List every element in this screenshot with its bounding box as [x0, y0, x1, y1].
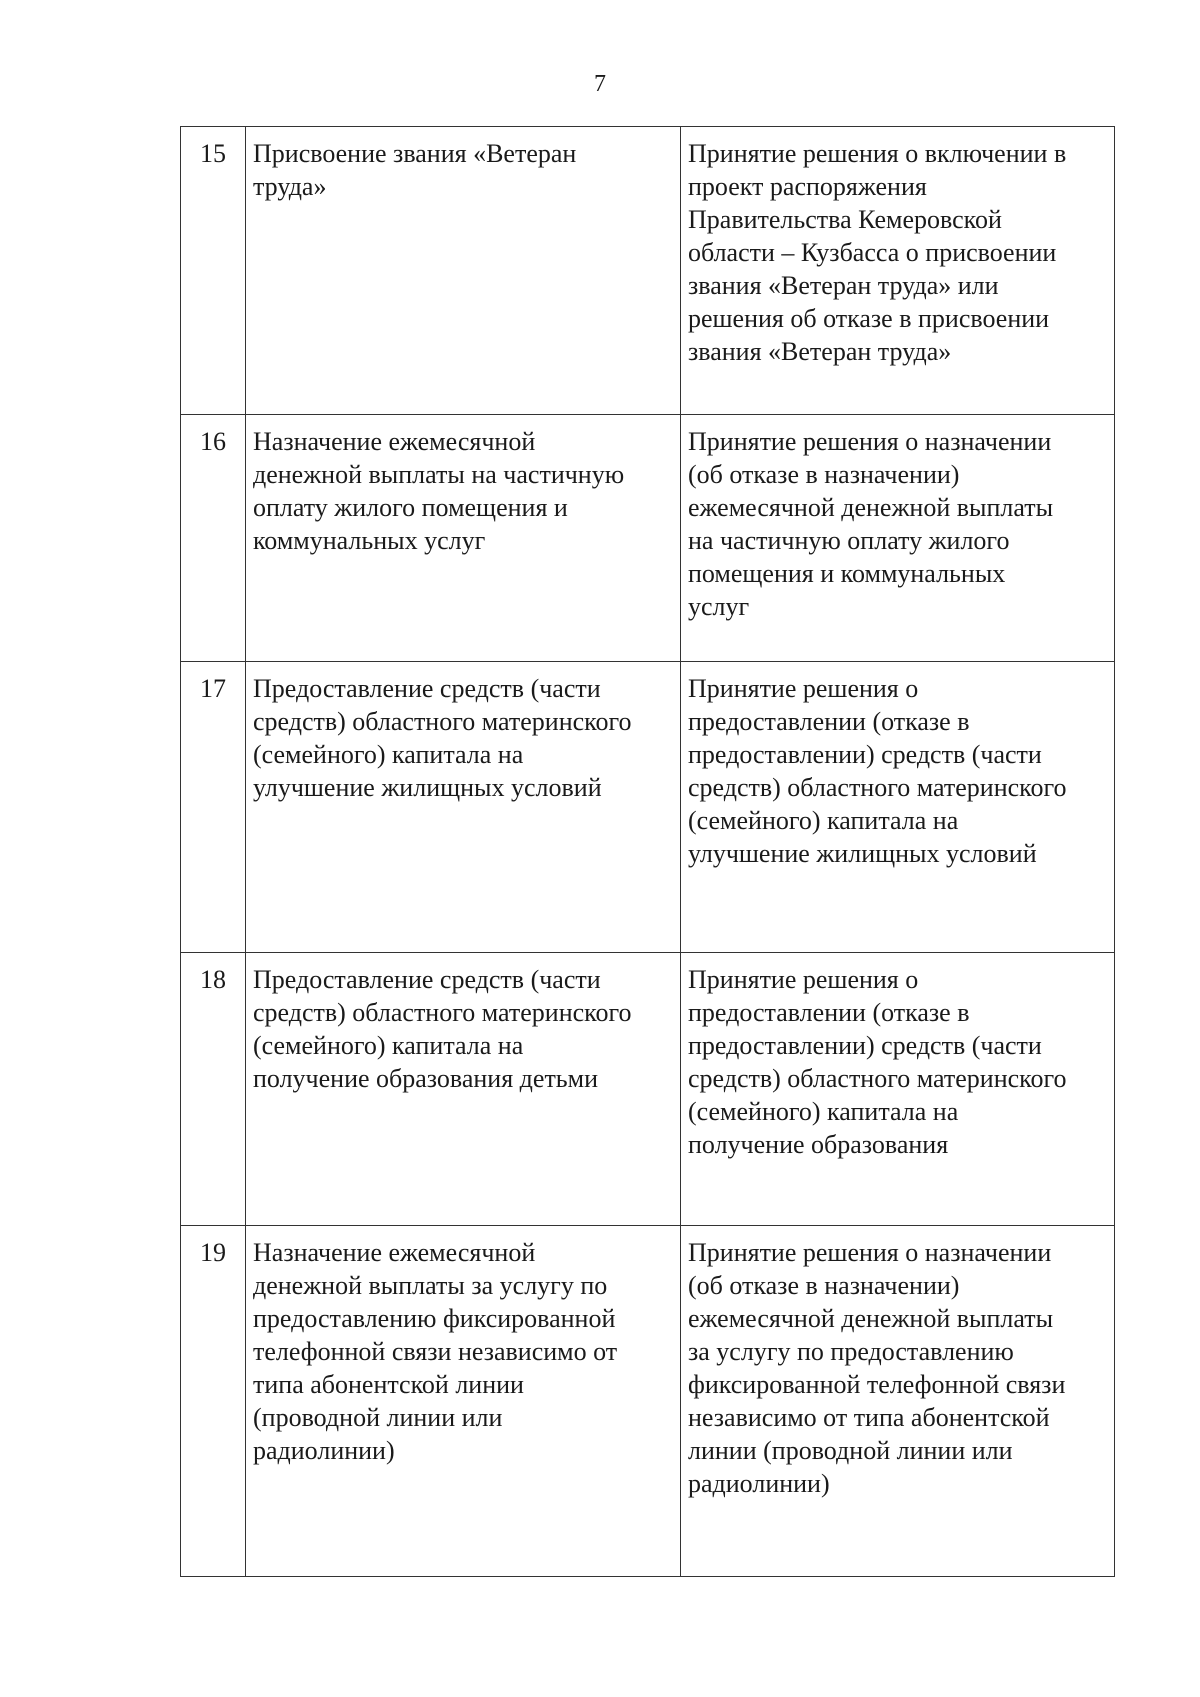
row-number: 16: [200, 427, 226, 456]
service-name: Назначение ежемесячной денежной выплаты за услугу по предоставлению фиксированной телефонной связи независимо от типа абонентской линии (проводной линии или радиолинии): [253, 1238, 618, 1465]
row-number: 19: [200, 1238, 226, 1267]
service-result-cell: [681, 662, 1115, 953]
row-number-cell: [181, 415, 246, 662]
service-name-cell: [246, 1226, 681, 1577]
page-number: 7: [594, 71, 606, 97]
row-number-cell: [181, 953, 246, 1226]
table-row: [181, 1226, 1115, 1577]
service-result: Принятие решения о предоставлении (отказе в предоставлении) средств (части средств) областного материнского (семейного) капитала на улучшение жилищных условий: [688, 674, 1067, 868]
service-result: Принятие решения о назначении (об отказе в назначении) ежемесячной денежной выплаты за услугу по предоставлению фиксированной телефонной связи независимо от типа абонентской линии (проводной линии или радиолинии): [688, 1238, 1066, 1498]
service-result-cell: [681, 415, 1115, 662]
services-table: [180, 126, 1115, 1577]
row-number-cell: [181, 127, 246, 415]
service-name-cell: [246, 662, 681, 953]
table-row: [181, 662, 1115, 953]
table-row: [181, 127, 1115, 415]
service-result: Принятие решения о назначении (об отказе в назначении) ежемесячной денежной выплаты на частичную оплату жилого помещения и коммунальных услуг: [688, 427, 1054, 621]
row-number: 17: [200, 674, 226, 703]
service-name: Назначение ежемесячной денежной выплаты на частичную оплату жилого помещения и коммунальных услуг: [253, 427, 625, 555]
service-result-cell: [681, 1226, 1115, 1577]
row-number-cell: [181, 1226, 246, 1577]
table-row: [181, 953, 1115, 1226]
row-number: 15: [200, 139, 226, 168]
service-name-cell: [246, 953, 681, 1226]
table-row: [181, 415, 1115, 662]
service-result: Принятие решения о включении в проект распоряжения Правительства Кемеровской области – Кузбасса о присвоении звания «Ветеран труда» или решения об отказе в присвоении звания «Ветеран труда»: [688, 139, 1067, 366]
service-name: Предоставление средств (части средств) областного материнского (семейного) капитала на улучшение жилищных условий: [253, 674, 632, 802]
service-name-cell: [246, 127, 681, 415]
row-number-cell: [181, 662, 246, 953]
row-number: 18: [200, 965, 226, 994]
service-result-cell: [681, 953, 1115, 1226]
service-name: Предоставление средств (части средств) областного материнского (семейного) капитала на получение образования детьми: [253, 965, 632, 1093]
service-result: Принятие решения о предоставлении (отказе в предоставлении) средств (части средств) областного материнского (семейного) капитала на получение образования: [688, 965, 1067, 1159]
service-result-cell: [681, 127, 1115, 415]
service-name: Присвоение звания «Ветеран труда»: [253, 139, 577, 201]
service-name-cell: [246, 415, 681, 662]
